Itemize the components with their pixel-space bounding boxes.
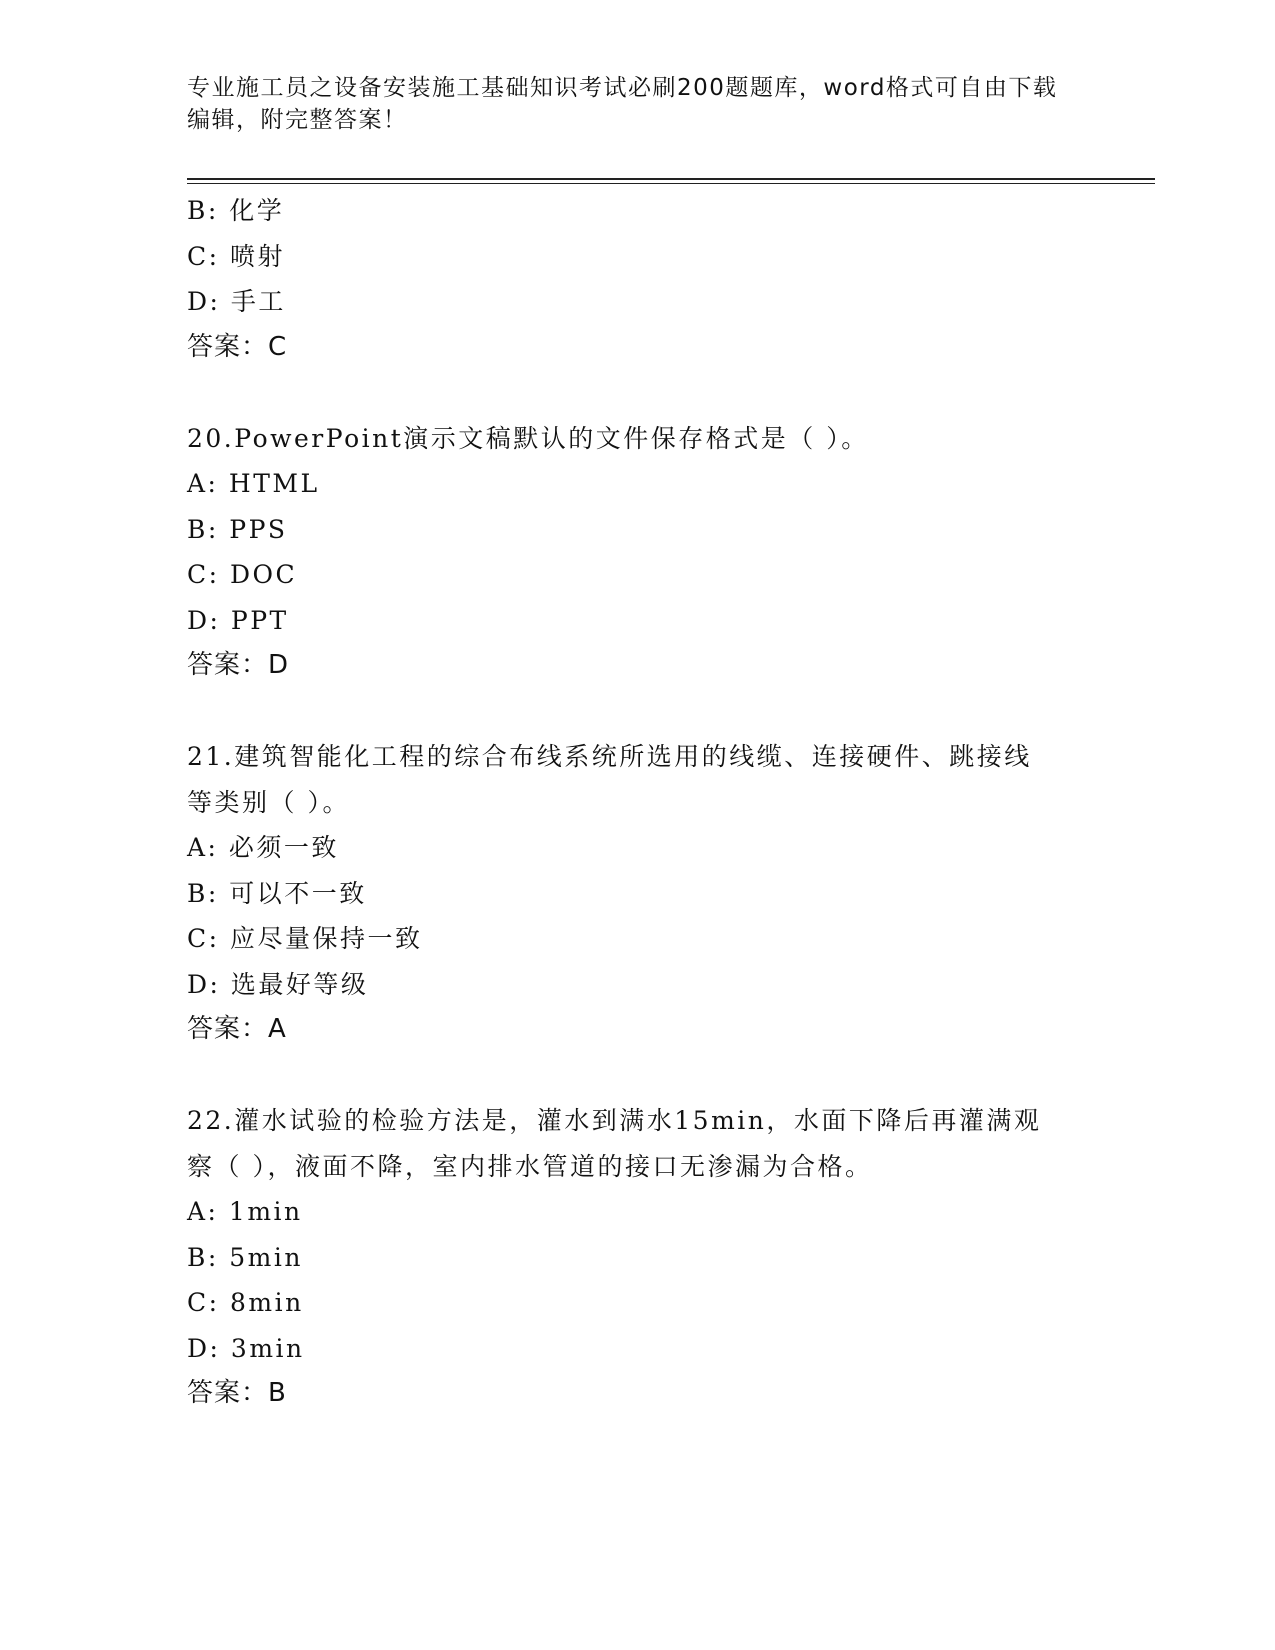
- document-header: [187, 72, 1087, 136]
- option-b: B: 5min: [187, 1242, 303, 1272]
- header-divider-top: [187, 178, 1155, 180]
- header-line-2: 编辑，附完整答案！: [187, 107, 408, 133]
- option-d: D: 选最好等级: [187, 969, 369, 999]
- header-line-1: 专业施工员之设备安装施工基础知识考试必刷200题题库，word格式可自由下载: [187, 75, 1058, 101]
- answer: 答案：A: [187, 1014, 287, 1044]
- question-list: [187, 188, 1087, 1417]
- option-b: B: 化学: [187, 196, 285, 225]
- option-c: C: 8min: [187, 1288, 304, 1317]
- option-b: B: 可以不一致: [187, 878, 367, 908]
- option-d: D: 3min: [187, 1333, 305, 1363]
- question-20: [187, 416, 1087, 689]
- option-a: A: 必须一致: [187, 833, 339, 862]
- answer: 答案：B: [187, 1378, 287, 1408]
- question-stem: 22.灌水试验的检验方法是，灌水到满水15min，水面下降后再灌满观: [187, 1106, 1042, 1135]
- question-stem: 20.PowerPoint演示文稿默认的文件保存格式是（ ）。: [187, 423, 869, 453]
- option-c: C: DOC: [187, 560, 298, 589]
- question-21: [187, 734, 1087, 1053]
- question-22: [187, 1098, 1087, 1417]
- option-c: C: 喷射: [187, 241, 285, 271]
- option-d: D: 手工: [187, 287, 286, 316]
- option-d: D: PPT: [187, 605, 289, 635]
- option-b: B: PPS: [187, 514, 288, 544]
- question-stem-cont: 察（ ），液面不降，室内排水管道的接口无渗漏为合格。: [187, 1151, 873, 1181]
- answer: 答案：C: [187, 331, 288, 362]
- question-19-continued: [187, 188, 1087, 370]
- option-a: A: 1min: [187, 1197, 303, 1226]
- option-c: C: 应尽量保持一致: [187, 924, 423, 953]
- question-stem-cont: 等类别（ ）。: [187, 787, 350, 817]
- option-a: A: HTML: [187, 469, 320, 498]
- header-divider-bottom: [187, 183, 1155, 184]
- question-stem: 21.建筑智能化工程的综合布线系统所选用的线缆、连接硬件、跳接线: [187, 742, 1032, 771]
- answer: 答案：D: [187, 650, 290, 680]
